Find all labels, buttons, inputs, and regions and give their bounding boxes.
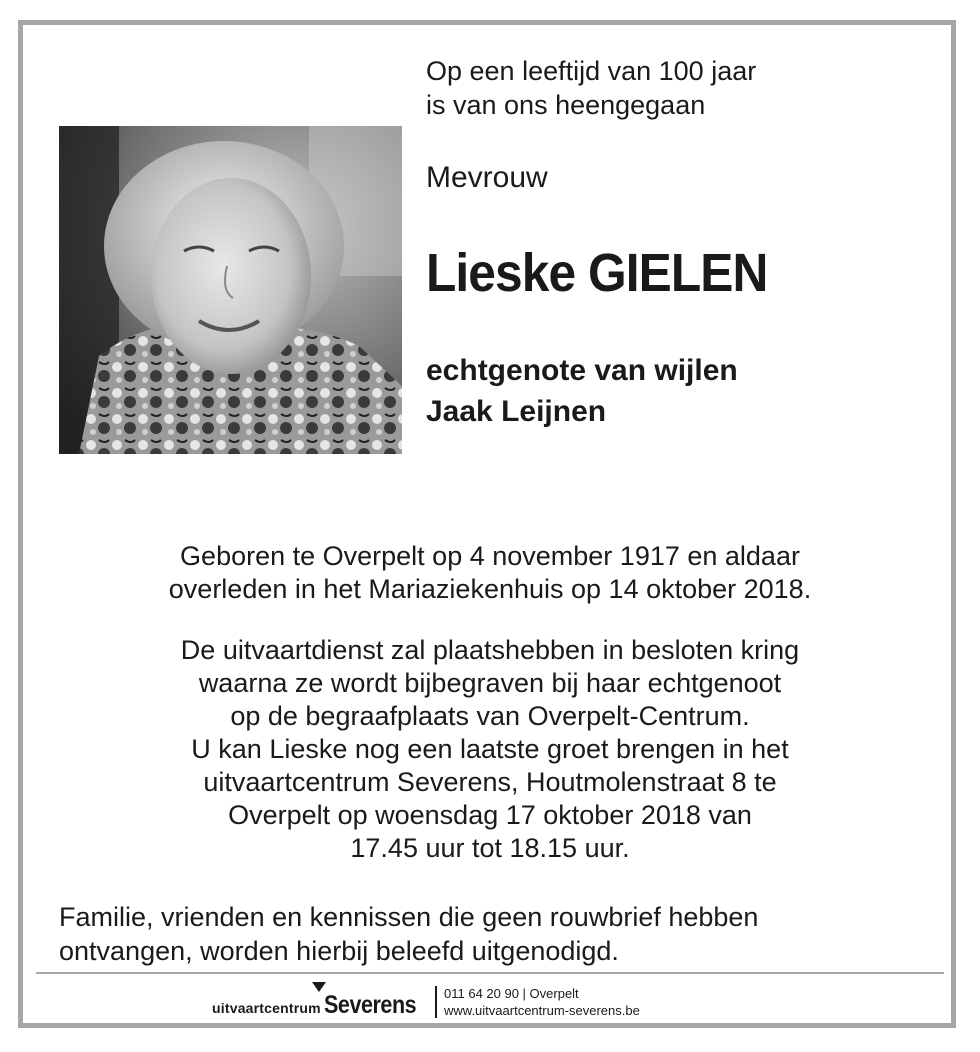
funeral-paragraph [40,634,940,865]
honorific: Mevrouw [426,161,548,194]
contact-website[interactable]: www.uitvaartcentrum-severens.be [444,1003,640,1018]
intro-line-2: is van ons heengegaan [426,90,706,120]
deceased-name: Lieske GIELEN [426,243,768,303]
funeral-line: Overpelt op woensdag 17 oktober 2018 van [228,800,752,830]
invitation-paragraph [59,900,758,968]
logo-word: uitvaartcentrum [212,1000,321,1016]
intro-text [426,54,756,122]
funeral-line: op de begraafplaats van Overpelt-Centrum. [230,701,750,731]
spouse-line-2: Jaak Leijnen [426,395,607,428]
funeral-line: De uitvaartdienst zal plaatshebben in besloten kring [180,635,800,665]
funeral-line: uitvaartcentrum Severens, Houtmolenstraat 8 te [203,767,777,797]
intro-line-1: Op een leeftijd van 100 jaar [426,56,757,86]
spouse-line-1: echtgenote van wijlen [426,354,738,387]
portrait-illustration [59,126,402,454]
spouse-text [426,350,738,432]
invite-line-1: Familie, vrienden en kennissen die geen rouwbrief hebben [59,902,759,932]
funeral-line: 17.45 uur tot 18.15 uur. [350,833,630,863]
logo-separator [435,986,437,1018]
birth-death-paragraph [40,540,940,606]
birth-line-2: overleden in het Mariaziekenhuis op 14 oktober 2018. [168,574,812,604]
contact-phone-location: 011 64 20 90 | Overpelt [444,986,579,1001]
funeral-line: waarna ze wordt bijbegraven bij haar echtgenoot [198,668,782,698]
footer-divider [36,972,944,974]
contact-info [444,985,640,1019]
birth-line-1: Geboren te Overpelt op 4 november 1917 en aldaar [180,541,800,571]
invite-line-2: ontvangen, worden hierbij beleefd uitgenodigd. [59,936,619,966]
logo-brand: Severens [324,991,417,1019]
funeral-line: U kan Lieske nog een laatste groet brengen in het [191,734,789,764]
portrait-photo [59,126,402,454]
